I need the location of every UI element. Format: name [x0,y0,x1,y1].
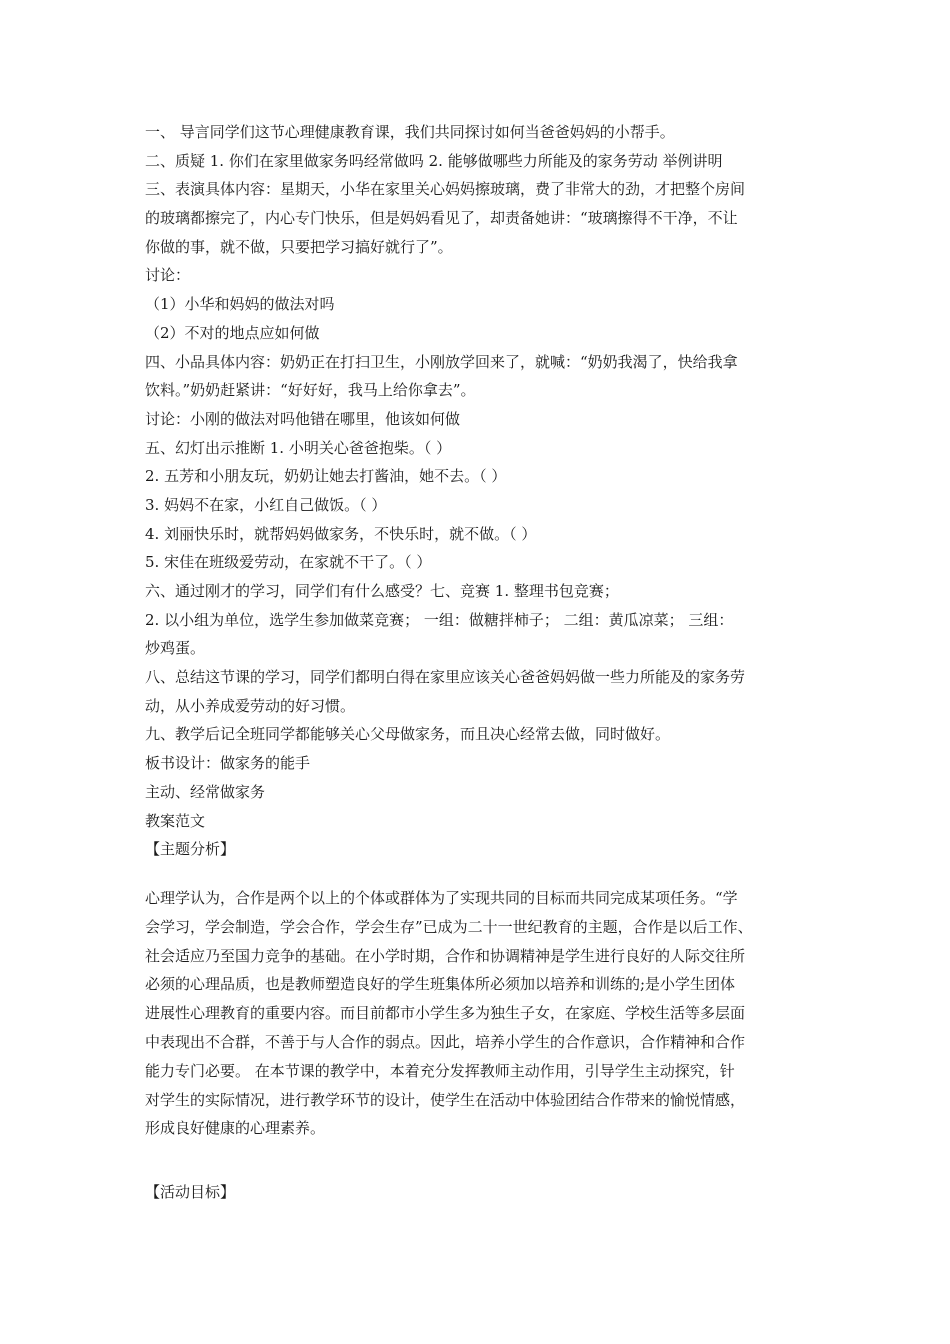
text-line: 中表现出不合群，不善于与人合作的弱点。因此，培养小学生的合作意识，合作精神和合作 [145,1032,746,1051]
text-line: 心理学认为，合作是两个以上的个体或群体为了实现共同的目标而共同完成某项任务。“学 [145,889,738,907]
text-line: 动，从小养成爱劳动的好习惯。 [145,696,356,715]
text-line: 4. 刘丽快乐时，就帮妈妈做家务，不快乐时，就不做。（ ） [145,524,537,543]
text-line: 进展性心理教育的重要内容。而目前都市小学生多为独生子女，在家庭、学校生活等多层面 [145,1004,746,1023]
text-line: （1）小华和妈妈的做法对吗 [145,295,335,314]
text-line: 必须的心理品质，也是教师塑造良好的学生班集体所必须加以培养和训练的;是小学生团体 [145,975,736,994]
lesson-plan-text [145,118,810,864]
activity-goals-heading: 【活动目标】 [145,1183,236,1201]
text-line: 三、表演具体内容：星期天，小华在家里关心妈妈擦玻璃，费了非常大的劲，才把整个房间 [145,180,746,199]
text-line: 教案范文 [145,811,206,830]
text-line: 2. 五芳和小朋友玩，奶奶让她去打酱油，她不去。（ ） [145,467,507,486]
text-line: 炒鸡蛋。 [145,639,206,658]
text-line: 讨论： [145,266,191,285]
text-line: 二、质疑 1. 你们在家里做家务吗经常做吗 2. 能够做哪些力所能及的家务劳动 举例讲明 [145,151,723,170]
text-line: 对学生的实际情况，进行教学环节的设计，使学生在活动中体验团结合作带来的愉悦情感， [145,1090,746,1109]
text-line: （2）不对的地点应如何做 [145,323,320,342]
text-line: 2. 以小组为单位，选学生参加做菜竞赛； 一组：做糖拌柿子； 二组：黄瓜凉菜； 三组： [145,610,734,629]
text-line: 六、通过刚才的学习，同学们有什么感受？七、竞赛 1. 整理书包竞赛； [145,582,619,600]
text-line: 饮料。”奶奶赶紧讲：“好好好，我马上给你拿去”。 [145,381,476,400]
text-line: 3. 妈妈不在家，小红自己做饭。（ ） [145,495,387,514]
theme-analysis-paragraph [145,884,810,1143]
text-line: 九、教学后记全班同学都能够关心父母做家务，而且决心经常去做，同时做好。 [145,725,671,744]
text-line: 板书设计：做家务的能手 [145,754,311,773]
text-line: 四、小品具体内容：奶奶正在打扫卫生，小刚放学回来了，就喊：“奶奶我渴了，快给我拿 [145,352,738,371]
text-line: 讨论：小刚的做法对吗他错在哪里，他该如何做 [145,409,461,428]
text-line: 能力专门必要。 在本节课的教学中，本着充分发挥教师主动作用，引导学生主动探究，针 [145,1061,735,1080]
text-line: 你做的事，就不做，只要把学习搞好就行了”。 [145,237,453,256]
text-line: 主动、经常做家务 [145,782,266,801]
text-line: 社会适应乃至国力竞争的基础。在小学时期，合作和协调精神是学生进行良好的人际交往所 [145,946,746,965]
text-line: 5. 宋佳在班级爱劳动，在家就不干了。（ ） [145,553,432,572]
text-line: 的玻璃都擦完了，内心专门快乐，但是妈妈看见了，却责备她讲：“玻璃擦得不干净，不让 [145,209,738,228]
text-line: 五、幻灯出示推断 1. 小明关心爸爸抱柴。（ ） [145,438,452,457]
text-line: 八、总结这节课的学习，同学们都明白得在家里应该关心爸爸妈妈做一些力所能及的家务劳 [145,668,746,687]
text-line: 形成良好健康的心理素养。 [145,1119,326,1138]
section-heading: 【主题分析】 [145,840,236,859]
text-line: 一、 导言同学们这节心理健康教育课，我们共同探讨如何当爸爸妈妈的小帮手。 [145,123,675,141]
text-line: 会学习，学会制造，学会合作，学会生存”已成为二十一世纪教育的主题，合作是以后工作、 [145,917,753,936]
